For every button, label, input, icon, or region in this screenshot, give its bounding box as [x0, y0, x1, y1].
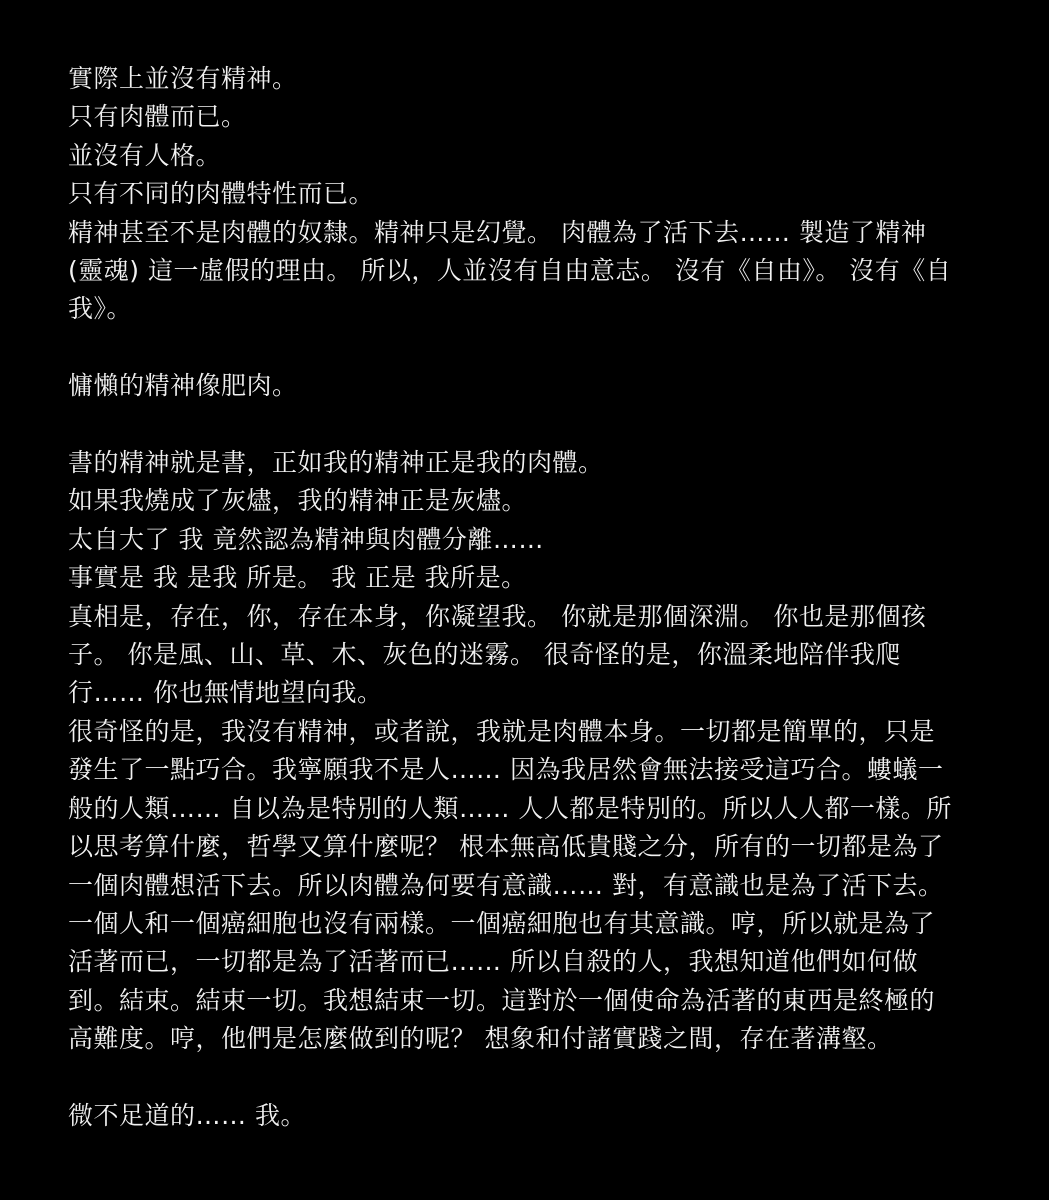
text-line: 一個肉體想活下去。所以肉體為何要有意識…… 對，有意識也是為了活下去。: [68, 870, 944, 900]
paragraph-spacer: [68, 329, 978, 367]
text-line: 以思考算什麼，哲學又算什麼呢？ 根本無高低貴賤之分，所有的一切都是為了: [68, 832, 944, 862]
text-line: 一個人和一個癌細胞也沒有兩樣。一個癌細胞也有其意識。哼，所以就是為了: [68, 908, 936, 938]
text-line: 實際上並沒有精神。: [68, 64, 298, 93]
text-line: 並沒有人格。: [68, 140, 222, 170]
text-line: 到。結束。結束一切。我想結束一切。這對於一個使命為活著的東西是終極的: [68, 985, 936, 1015]
text-line: 我》。: [68, 294, 133, 324]
text-line: 太自大了 我 竟然認為精神與肉體分離……: [68, 524, 544, 554]
text-line: 如果我燒成了灰燼，我的精神正是灰燼。: [68, 486, 528, 516]
paragraph-2: [68, 367, 978, 405]
text-line: 子。 你是風、山、草、木、灰色的迷霧。 很奇怪的是，你溫柔地陪伴我爬: [68, 640, 901, 670]
note-body: [68, 60, 978, 1135]
text-line: 精神甚至不是肉體的奴隸。精神只是幻覺。 肉體為了活下去…… 製造了精神: [68, 217, 927, 247]
text-line: 事實是 我 是我 所是。 我 正是 我所是。: [68, 563, 527, 593]
text-line: 行…… 你也無情地望向我。: [68, 678, 383, 708]
text-line: 活著而已，一切都是為了活著而已…… 所以自殺的人，我想知道他們如何做: [68, 947, 918, 977]
text-line: 慵懶的精神像肥肉。: [68, 371, 298, 401]
text-line: 很奇怪的是，我沒有精神，或者說，我就是肉體本身。一切都是簡單的，只是: [68, 716, 936, 746]
paragraph-4: [68, 1097, 978, 1135]
paragraph-3: [68, 444, 978, 1059]
text-line: 真相是，存在，你，存在本身，你凝望我。 你就是那個深淵。 你也是那個孩: [68, 601, 927, 631]
paragraph-spacer: [68, 1059, 978, 1097]
text-line: 只有不同的肉體特性而已。: [68, 179, 375, 209]
text-line: 發生了一點巧合。我寧願我不是人…… 因為我居然會無法接受這巧合。螻蟻一: [68, 755, 944, 785]
text-line: 般的人類…… 自以為是特別的人類…… 人人都是特別的。所以人人都一樣。所: [68, 793, 952, 823]
text-line: 書的精神就是書，正如我的精神正是我的肉體。: [68, 448, 604, 478]
text-line: 只有肉體而已。: [68, 102, 247, 132]
text-line: (靈魂) 這一虛假的理由。 所以，人並沒有自由意志。 沒有《自由》。 沒有《自: [68, 256, 952, 286]
text-line: 微不足道的…… 我。: [68, 1100, 306, 1130]
text-line: 高難度。哼，他們是怎麼做到的呢？ 想象和付諸實踐之間，存在著溝壑。: [68, 1024, 893, 1054]
paragraph-1: [68, 60, 978, 329]
paragraph-spacer: [68, 406, 978, 444]
